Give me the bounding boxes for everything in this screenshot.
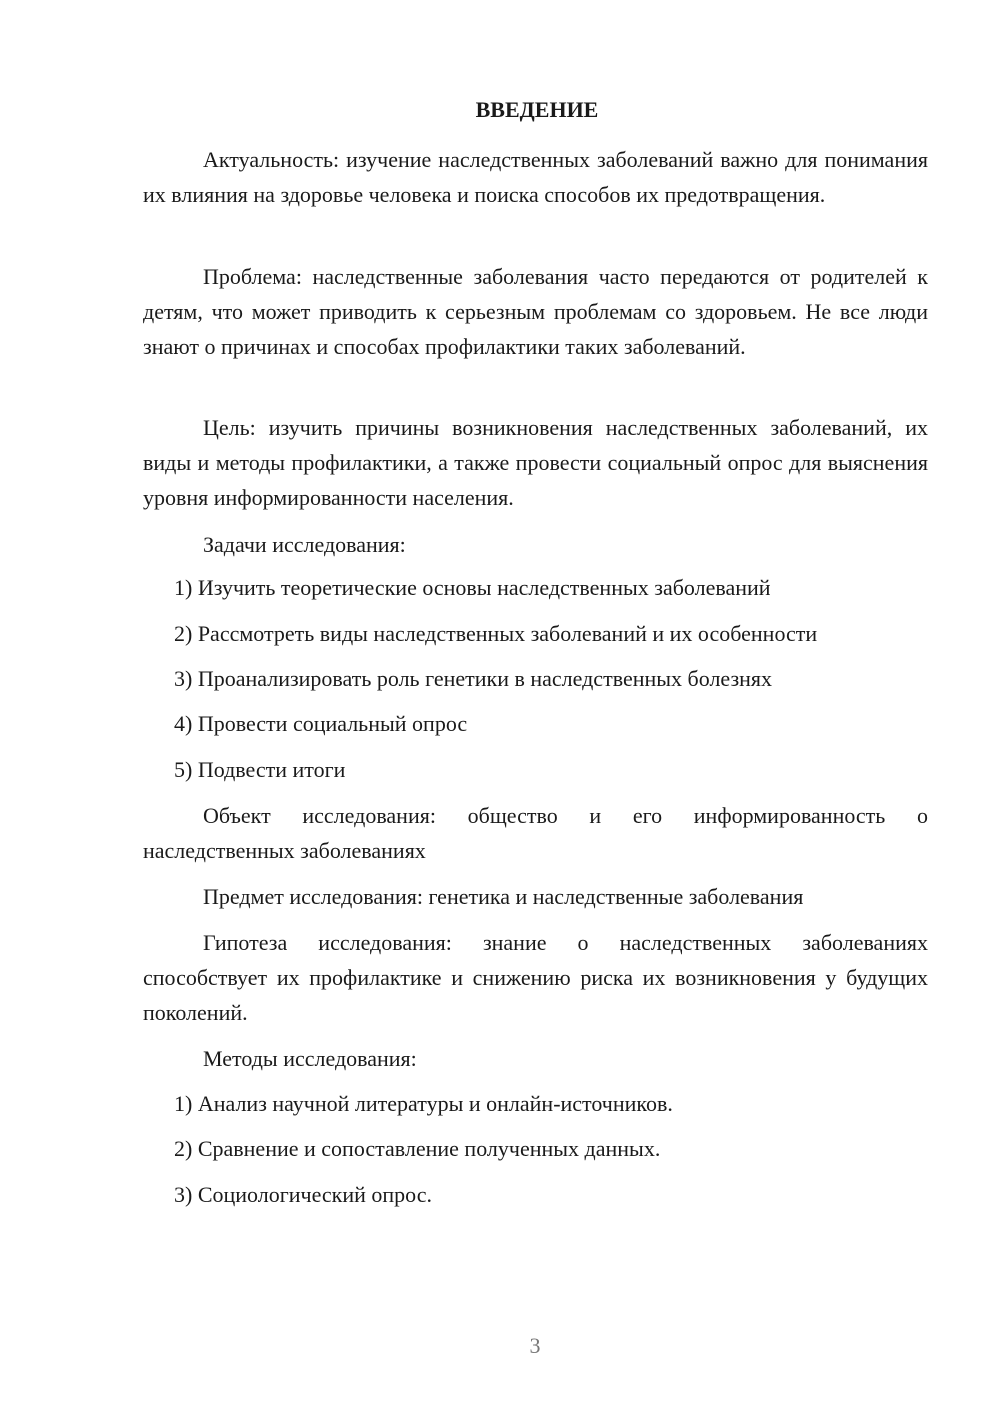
task-item-4: 4) Провести социальный опрос — [174, 711, 468, 736]
task-item-1: 1) Изучить теоретические основы наследственных заболеваний — [174, 575, 771, 600]
goal-paragraph: Цель: изучить причины возникновения наследственных заболеваний, их виды и методы профилактики, а также провести социальный опрос для выяснения уровня информированности населения. — [143, 415, 928, 510]
method-item-1: 1) Анализ научной литературы и онлайн-источников. — [174, 1091, 673, 1116]
relevance-paragraph: Актуальность: изучение наследственных заболеваний важно для понимания их влияния на здоровье человека и поиска способов их предотвращения. — [143, 147, 928, 207]
problem-paragraph: Проблема: наследственные заболевания часто передаются от родителей к детям, что может приводить к серьезным проблемам со здоровьем. Не все люди знают о причинах и способах профилактики таких заболеваний. — [143, 264, 928, 359]
hypothesis-paragraph: Гипотеза исследования: знание о наследственных заболеваниях способствует их профилактике и снижению риска их возникновения у будущих поколений. — [143, 930, 928, 1025]
task-item-2: 2) Рассмотреть виды наследственных заболеваний и их особенности — [174, 621, 818, 646]
page-title: ВВЕДЕНИЕ — [475, 97, 599, 122]
methods-heading: Методы исследования: — [203, 1046, 417, 1071]
task-item-5: 5) Подвести итоги — [174, 757, 346, 782]
object-paragraph: Объект исследования: общество и его информированность о наследственных заболеваниях — [143, 803, 928, 863]
tasks-heading: Задачи исследования: — [203, 532, 406, 557]
method-item-2: 2) Сравнение и сопоставление полученных данных. — [174, 1136, 661, 1161]
task-item-3: 3) Проанализировать роль генетики в наследственных болезнях — [174, 666, 773, 691]
method-item-3: 3) Социологический опрос. — [174, 1182, 432, 1207]
subject-paragraph: Предмет исследования: генетика и наследственные заболевания — [203, 884, 804, 909]
page-number: 3 — [529, 1333, 541, 1358]
